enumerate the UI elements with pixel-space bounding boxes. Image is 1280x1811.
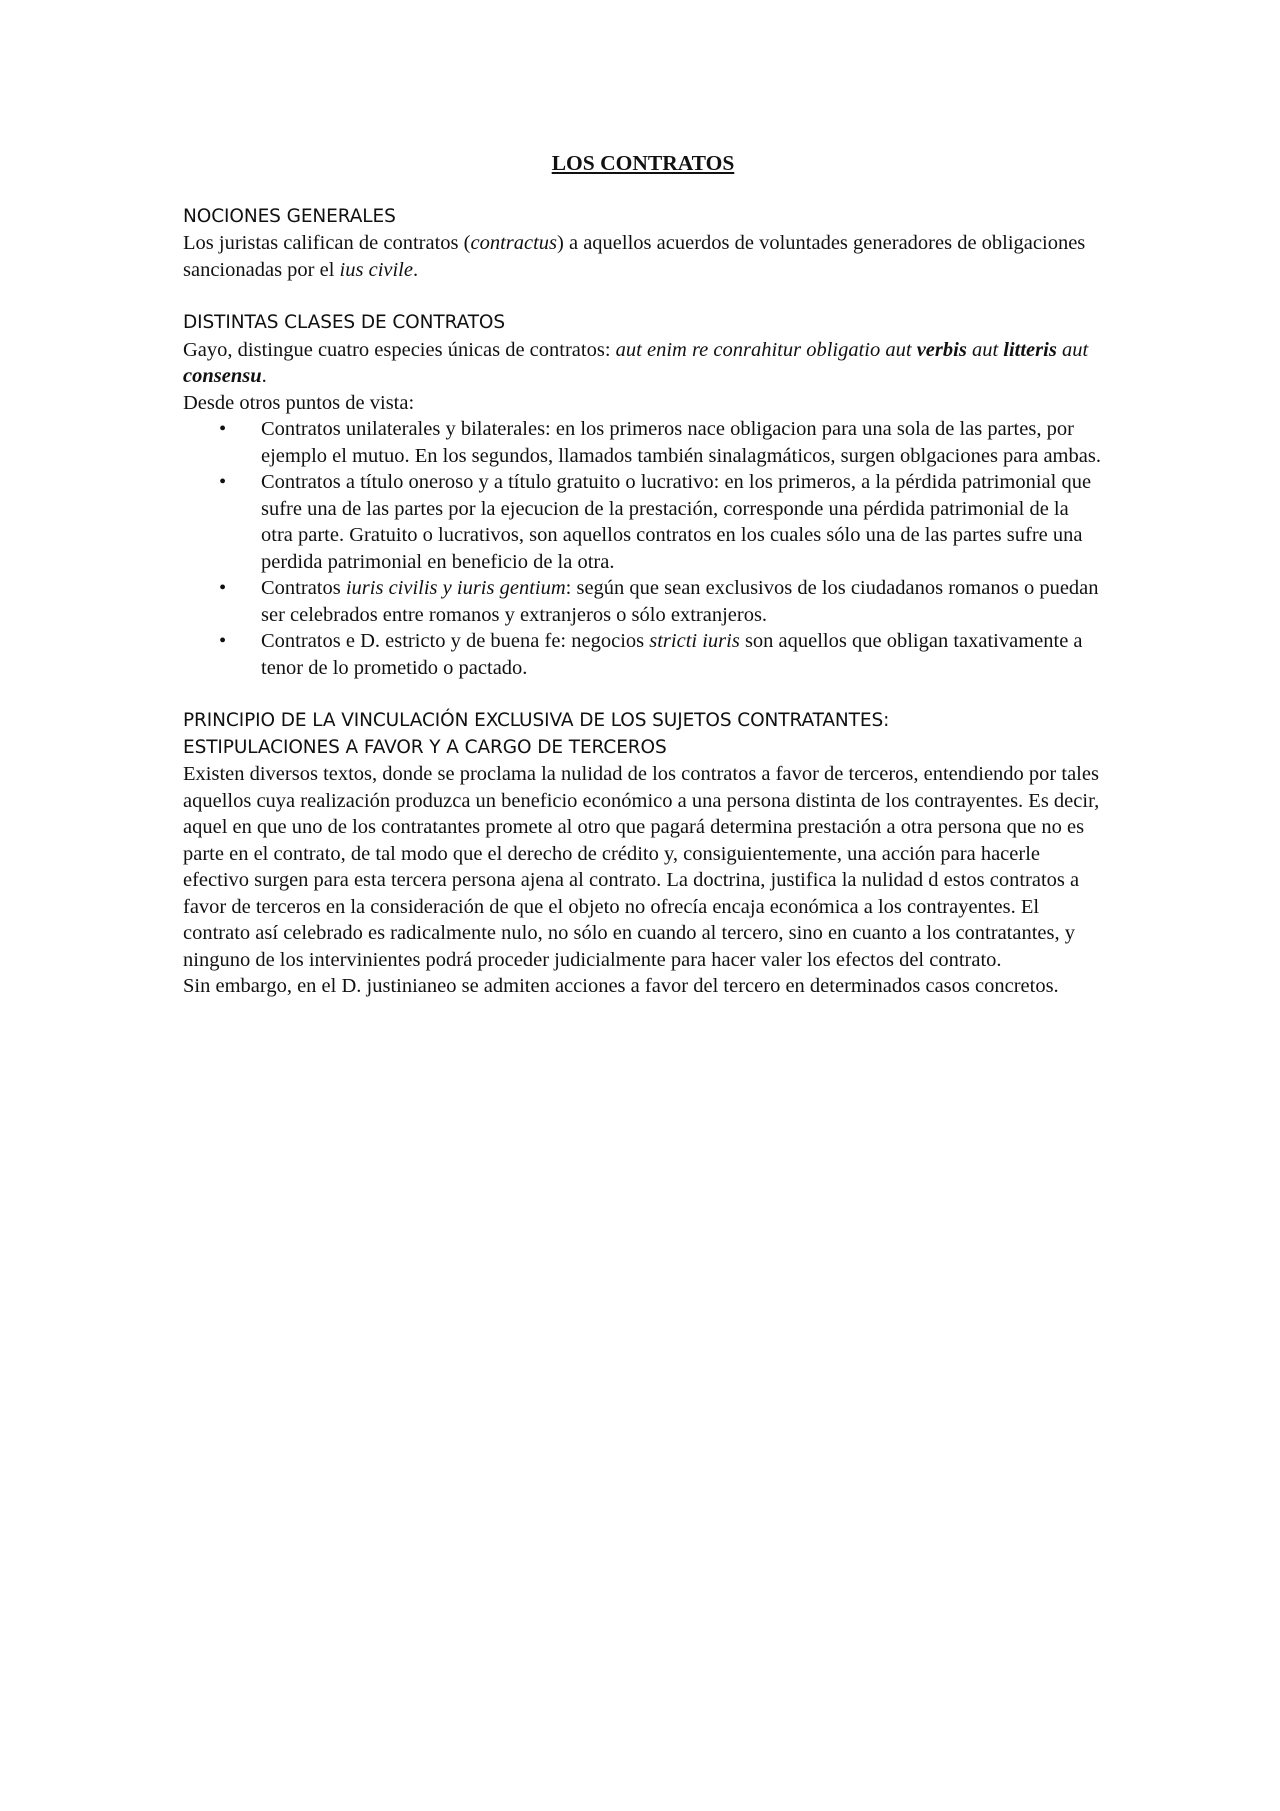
section-heading-clases: DISTINTAS CLASES DE CONTRATOS [183, 312, 506, 333]
bullet-marker: • [219, 630, 227, 652]
list-item [219, 628, 1103, 681]
text-run: . [412, 258, 419, 281]
bullet-marker: • [219, 577, 227, 599]
document-title: LOS CONTRATOS [551, 151, 735, 175]
document-page [183, 150, 1103, 1000]
text-run: ) a aquellos acuerdos de voluntades generadores de obligaciones sancionadas por el [183, 232, 1086, 281]
italic-aut: aut [966, 338, 1004, 361]
text-run: Contratos e D. estricto y de buena fe: negocios [261, 630, 650, 652]
italic-aut: aut [1056, 338, 1089, 361]
italic-term-contractus: contractus [470, 232, 558, 254]
text-run: : según que sean exclusivos de los ciudadanos romanos o puedan ser celebrados entre romanos y extranjeros o sólo extranjeros. [261, 577, 1099, 626]
bold-italic-verbis: verbis [916, 338, 967, 361]
paragraph-gayo [183, 337, 1103, 390]
text-run: . [261, 365, 267, 387]
section-subheading-estipulaciones: ESTIPULACIONES A FAVOR Y A CARGO DE TERCEROS [183, 736, 667, 758]
paragraph-principio: Existen diversos textos, donde se proclama la nulidad de los contratos a favor de terceros, entendiendo por tales aquellos cuya realización produzca un beneficio económico a una persona distinta de los contrayentes. Es decir, aquel en que uno de los contratantes promete al otro que pagará determina prestación a otra persona que no es parte en el contrato, de tal modo que el derecho de crédito y, consiguientemente, una acción para hacerle efectivo surgen para esta tercera persona ajena al contrato. La doctrina, justifica la nulidad d estos contratos a favor de terceros en la consideración de que el objeto no ofrecía encaja económica a los contrayentes. El contrato así celebrado es radicalmente nulo, no sólo en cuando al tercero, sino en cuanto a los contratantes, y ninguno de los intervinientes podrá proceder judicialmente para hacer valer los efectos del contrato. [183, 763, 1100, 971]
list-item [219, 416, 1103, 469]
spacer [183, 283, 1103, 310]
paragraph-nociones [183, 230, 1103, 283]
italic-term-ius-civile: ius civile [339, 258, 413, 281]
bullet-marker: • [219, 471, 227, 493]
list-item-text: Contratos a título oneroso y a título gratuito o lucrativo: en los primeros, a la pérdida patrimonial que sufre una de las partes por la ejecucion de la prestación, corresponde una pérdida patrimonial de la otra parte. Gratuito o lucrativos, son aquellos contratos en los cuales sólo una de las partes sufre una perdida patrimonial en beneficio de la otra. [261, 471, 1092, 573]
list-item [219, 575, 1103, 628]
bullet-marker: • [219, 418, 227, 440]
italic-term: stricti iuris [649, 630, 740, 652]
spacer [183, 681, 1103, 708]
text-run: Gayo, distingue cuatro especies únicas de contratos: [183, 338, 616, 361]
paragraph-intro: Desde otros puntos de vista: [183, 391, 415, 414]
italic-term: iuris civilis y iuris gentium [345, 577, 566, 599]
list-item-text: Contratos unilaterales y bilaterales: en los primeros nace obligacion para una sola de las partes, por ejemplo el mutuo. En los segundos, llamados también sinalagmáticos, surgen oblgaciones para ambas. [261, 418, 1101, 467]
text-run: Contratos [261, 577, 346, 599]
text-run: Los juristas califican de contratos ( [183, 232, 471, 254]
section-heading-principio: PRINCIPIO DE LA VINCULACIÓN EXCLUSIVA DE LOS SUJETOS CONTRATANTES: [183, 710, 890, 731]
bold-italic-consensu: consensu [183, 365, 262, 387]
paragraph-justinianeo: Sin embargo, en el D. justinianeo se admiten acciones a favor del tercero en determinados casos concretos. [183, 975, 1059, 997]
italic-latin-phrase: aut enim re conrahitur obligatio aut [615, 338, 917, 361]
section-heading-nociones: NOCIONES GENERALES [183, 205, 396, 227]
bullet-list [183, 416, 1103, 681]
text-run: son aquellos que obligan taxativamente a tenor de lo prometido o pactado. [261, 630, 1083, 679]
bold-italic-litteris: litteris [1003, 338, 1057, 361]
list-item [219, 469, 1103, 575]
